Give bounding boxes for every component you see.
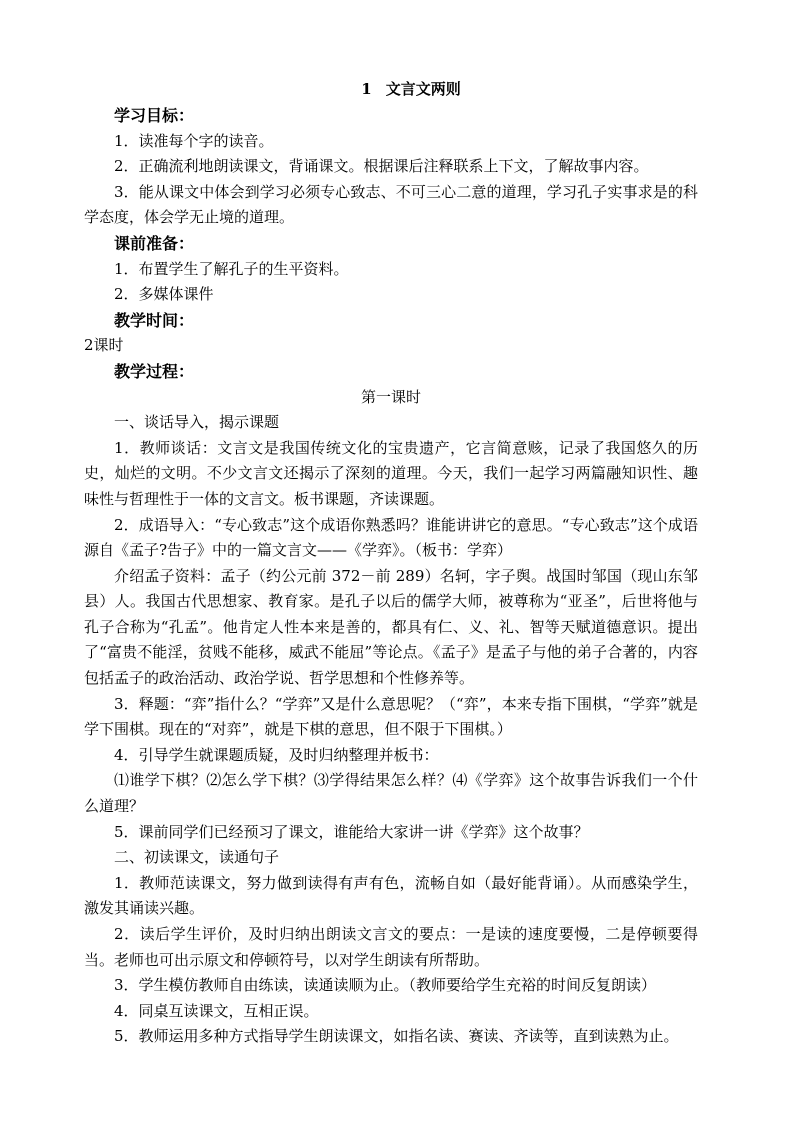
paragraph: 5．课前同学们已经预习了课文，谁能给大家讲一讲《学弈》这个故事？	[114, 822, 589, 841]
paragraph: 2．成语导入：“专心致志”这个成语你熟悉吗？谁能讲讲它的意思。“专心致志”这个成语源自《孟子?告子》中的一篇文言文——《学弈》。（板书：学弈）	[84, 515, 698, 560]
paragraph: 4．引导学生就课题质疑，及时归纳整理并板书：	[114, 745, 439, 764]
paragraph: 二、初读课文，读通句子	[114, 848, 280, 867]
paragraph: 一、谈话导入，揭示课题	[114, 413, 280, 432]
paragraph: 2课时	[84, 336, 124, 355]
paragraph: 3．学生模仿教师自由练读，读通读顺为止。（教师要给学生充裕的时间反复朗读）	[114, 976, 657, 995]
paragraph: 2．正确流利地朗读课文，背诵课文。根据课后注释联系上下文，了解故事内容。	[114, 157, 649, 176]
paragraph: 3．能从课文中体会到学习必须专心致志、不可三心二意的道理，学习孔子实事求是的科学态度，体会学无止境的道理。	[84, 182, 698, 227]
paragraph: 2．读后学生评价，及时归纳出朗读文言文的要点：一是读的速度要慢，二是停顿要得当。老师也可出示原文和停顿符号，以对学生朗读有所帮助。	[84, 925, 698, 969]
section-heading: 教学过程：	[114, 361, 195, 381]
paragraph: 第一课时	[360, 387, 421, 406]
paragraph: ⑴谁学下棋？⑵怎么学下棋？⑶学得结果怎么样？⑷《学弈》这个故事告诉我们一个什么道理？	[84, 771, 698, 816]
paragraph: 1．教师谈话：文言文是我国传统文化的宝贵遗产，它言简意赅，记录了我国悠久的历史，灿烂的文明。不少文言文还揭示了深刻的道理。今天，我们一起学习两篇融知识性、趣味性与哲理性于一体的文言文。板书课题，齐读课题。	[84, 438, 698, 508]
paragraph: 4．同桌互读课文，互相正误。	[114, 1001, 319, 1020]
section-heading: 学习目标：	[114, 106, 195, 125]
title-number: 1	[361, 80, 372, 98]
document-content	[84, 78, 698, 1050]
document-body	[84, 103, 698, 1050]
paragraph: 1．读准每个字的读音。	[114, 131, 274, 150]
paragraph: 1．布置学生了解孔子的生平资料。	[114, 259, 349, 278]
page-title	[84, 78, 698, 100]
paragraph: 介绍孟子资料：孟子（约公元前 372－前 289）名轲，字子舆。战国时邹国（现山东邹县）人。我国古代思想家、教育家。是孔子以后的儒学大师，被尊称为“亚圣”，后世将他与孔子合称为“孔孟”。他肯定人性本来是善的，都具有仁、义、礼、智等天赋道德意识。提出了“富贵不能淫，贫贱不能移，威武不能屈”等论点。《孟子》是孟子与他的弟子合著的，内容包括孟子的政治活动、政治学说、哲学思想和个性修养等。	[84, 566, 698, 688]
title-text: 文言文两则	[385, 80, 461, 98]
paragraph: 2．多媒体课件	[114, 285, 214, 304]
section-heading: 课前准备：	[114, 233, 195, 253]
paragraph: 1．教师范读课文，努力做到读得有声有色，流畅自如（最好能背诵）。从而感染学生，激发其诵读兴趣。	[84, 873, 698, 918]
section-heading: 教学时间：	[114, 310, 195, 330]
paragraph: 3．释题：“弈”指什么？“学弈”又是什么意思呢？（“弈”，本来专指下围棋，“学弈”就是学下围棋。现在的“对弈”，就是下棋的意思，但不限于下围棋。）	[84, 694, 698, 739]
paragraph: 5．教师运用多种方式指导学生朗读课文，如指名读、赛读、齐读等，直到读熟为止。	[114, 1027, 679, 1046]
